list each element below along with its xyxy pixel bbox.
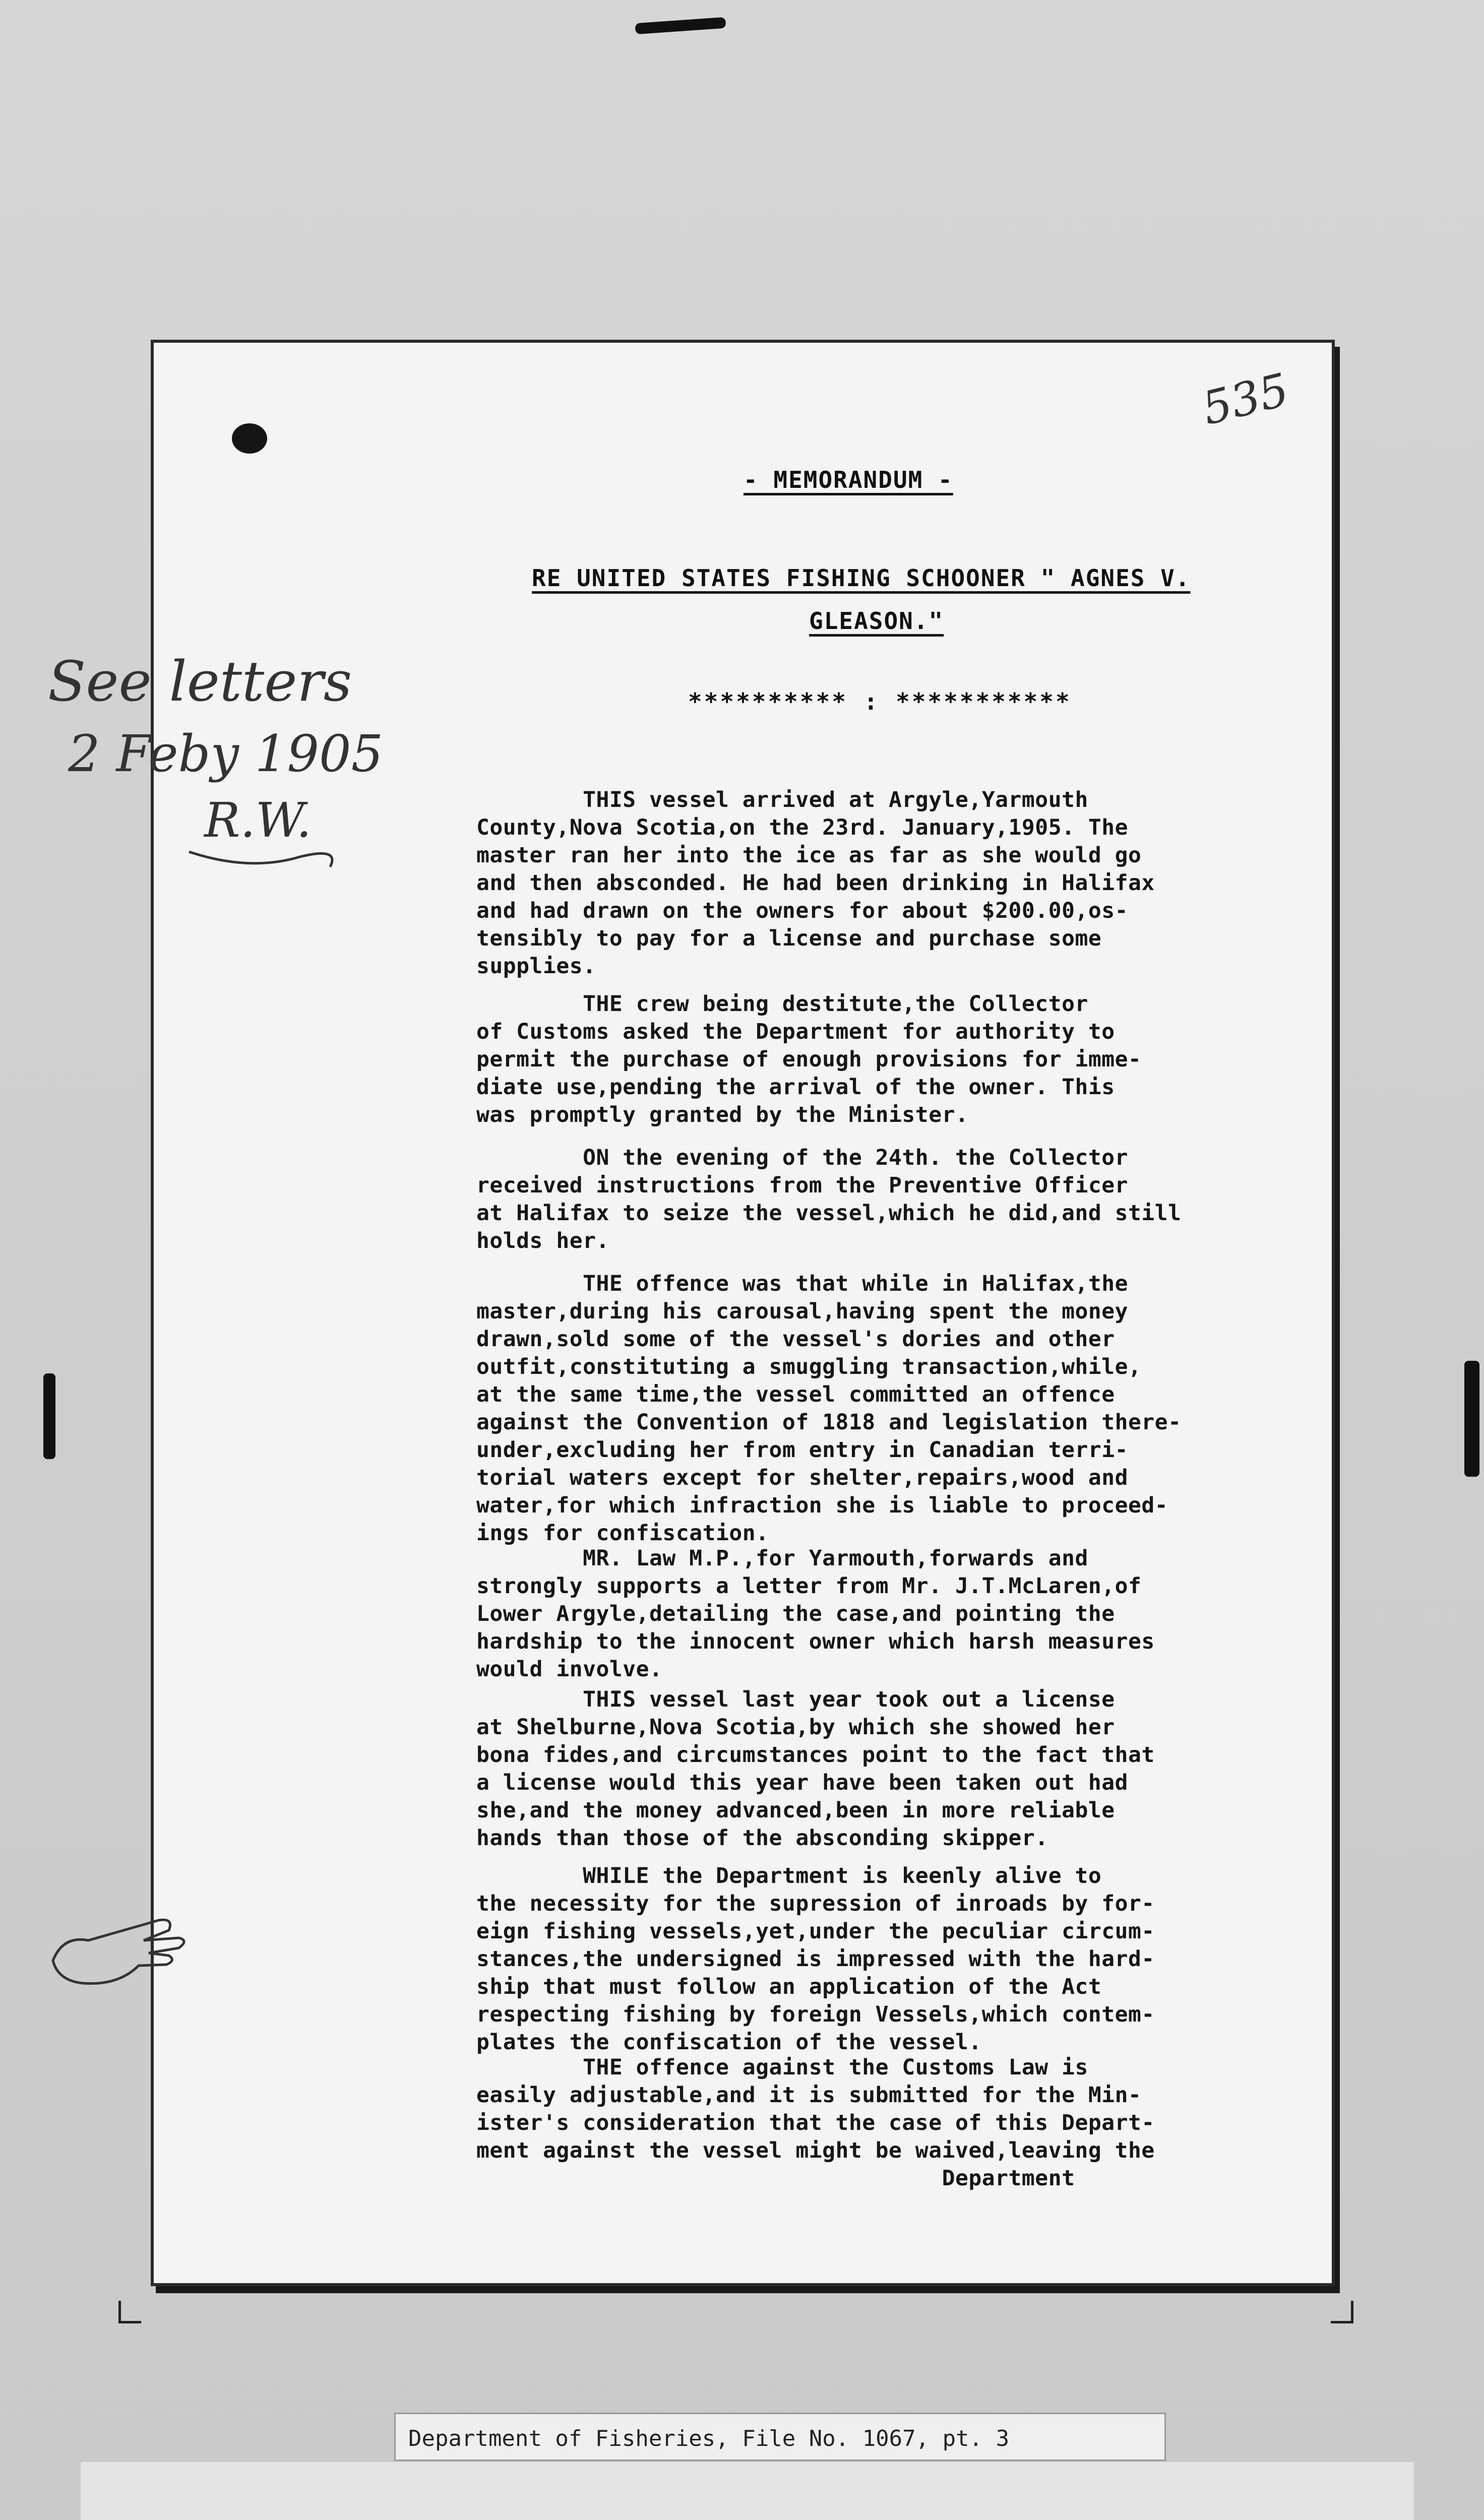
memo-line: at Shelburne,Nova Scotia,by which she showed her: [476, 1715, 1115, 1740]
memo-line: stances,the undersigned is impressed with the hard-: [476, 1946, 1155, 1972]
memo-line: strongly supports a letter from Mr. J.T.McLaren,of: [476, 1573, 1142, 1599]
memo-line: THE offence against the Customs Law is: [476, 2055, 1088, 2080]
memo-line: THE offence was that while in Halifax,the: [476, 1271, 1129, 1296]
film-edge-mark-right: [1464, 1361, 1479, 1477]
memo-title: - MEMORANDUM -: [744, 466, 953, 493]
memo-line: ister's consideration that the case of this Depart-: [476, 2110, 1155, 2135]
memo-line: and had drawn on the owners for about $200.00,os-: [476, 898, 1129, 923]
memo-paragraph: [476, 1862, 1419, 2056]
file-reference-label: Department of Fisheries, File No. 1067, pt. 3: [396, 2414, 1164, 2460]
memo-line: Lower Argyle,detailing the case,and pointing the: [476, 1601, 1115, 1626]
memo-paragraph: [476, 1686, 1419, 1852]
memo-line: permit the purchase of enough provisions for imme-: [476, 1047, 1142, 1072]
memo-line: WHILE the Department is keenly alive to: [476, 1863, 1102, 1888]
memo-line: a license would this year have been taken out had: [476, 1770, 1129, 1795]
handwritten-line-1: See letters: [48, 649, 352, 714]
memo-line: the necessity for the supression of inroads by for-: [476, 1891, 1155, 1916]
pointing-hand-icon: [43, 1900, 199, 1996]
memo-line: water,for which infraction she is liable to proceed-: [476, 1493, 1168, 1518]
page-number: 535: [1197, 363, 1294, 436]
memo-line: ings for confiscation.: [476, 1521, 769, 1546]
memo-line: MR. Law M.P.,for Yarmouth,forwards and: [476, 1546, 1088, 1571]
memo-line: holds her.: [476, 1228, 609, 1253]
memo-line: hardship to the innocent owner which harsh measures: [476, 1629, 1155, 1654]
memo-line: received instructions from the Preventive Officer: [476, 1173, 1129, 1198]
memo-line: supplies.: [476, 954, 596, 979]
memo-paragraph: [476, 1545, 1419, 1683]
memo-line: County,Nova Scotia,on the 23rd. January,1905. The: [476, 815, 1129, 840]
memo-line: would involve.: [476, 1657, 663, 1682]
memo-line: master ran her into the ice as far as she would go: [476, 843, 1142, 868]
memo-line: of Customs asked the Department for authority to: [476, 1019, 1115, 1044]
memo-line: easily adjustable,and it is submitted for the Min-: [476, 2083, 1142, 2108]
memo-line: she,and the money advanced,been in more reliable: [476, 1798, 1115, 1823]
punch-hole: [232, 423, 267, 454]
memo-line: torial waters except for shelter,repairs,wood and: [476, 1465, 1129, 1490]
memo-paragraph: [476, 1144, 1419, 1255]
corner-mark-right: [1331, 2301, 1353, 2323]
memo-line: tensibly to pay for a license and purchase some: [476, 926, 1102, 951]
separator: ********** : ***********: [688, 688, 1072, 715]
memo-line: plates the confiscation of the vessel.: [476, 2030, 982, 2055]
handwritten-note: [38, 645, 431, 907]
memo-line: at the same time,the vessel committed an offence: [476, 1382, 1115, 1407]
memo-line: ship that must follow an application of the Act: [476, 1974, 1102, 1999]
corner-mark-left: [118, 2301, 141, 2323]
memo-line: against the Convention of 1818 and legislation there-: [476, 1410, 1182, 1435]
subject-line-2: GLEASON.": [809, 607, 944, 635]
memo-line: THIS vessel last year took out a license: [476, 1687, 1115, 1712]
memo-line: THIS vessel arrived at Argyle,Yarmouth: [476, 787, 1088, 812]
archive-stamp: [81, 2462, 1414, 2520]
memo-paragraph: [476, 2054, 1419, 2192]
memo-line: ON the evening of the 24th. the Collector: [476, 1145, 1129, 1170]
memo-paragraph: [476, 990, 1419, 1129]
memo-line: eign fishing vessels,yet,under the peculiar circum-: [476, 1919, 1155, 1944]
memo-line: drawn,sold some of the vessel's dories and other: [476, 1327, 1115, 1352]
memo-line: diate use,pending the arrival of the owner. This: [476, 1075, 1115, 1100]
memo-line: at Halifax to seize the vessel,which he did,and still: [476, 1201, 1182, 1226]
memo-line: THE crew being destitute,the Collector: [476, 991, 1088, 1017]
memo-paragraph: [476, 1270, 1419, 1547]
memo-line: under,excluding her from entry in Canadian terri-: [476, 1437, 1129, 1463]
memo-line: bona fides,and circumstances point to the fact that: [476, 1742, 1155, 1768]
subject-line-1: RE UNITED STATES FISHING SCHOONER " AGNES V.: [532, 564, 1191, 592]
film-edge-mark-left: [43, 1373, 55, 1459]
memo-line: was promptly granted by the Minister.: [476, 1102, 969, 1127]
memorandum-page: [48, 343, 1332, 2283]
memo-line: ment against the vessel might be waived,leaving the: [476, 2138, 1155, 2163]
memo-line: and then absconded. He had been drinking in Halifax: [476, 870, 1155, 896]
memo-paragraph: [476, 786, 1419, 980]
memo-line: respecting fishing by foreign Vessels,which contem-: [476, 2002, 1155, 2027]
memo-line: Department: [476, 2166, 1075, 2191]
memo-line: master,during his carousal,having spent the money: [476, 1299, 1129, 1324]
handwritten-initials: R.W.: [204, 793, 312, 848]
handwritten-line-2: 2 Feby 1905: [68, 724, 384, 783]
memo-line: outfit,constituting a smuggling transaction,while,: [476, 1354, 1142, 1379]
memo-line: hands than those of the absconding skipper.: [476, 1825, 1048, 1851]
